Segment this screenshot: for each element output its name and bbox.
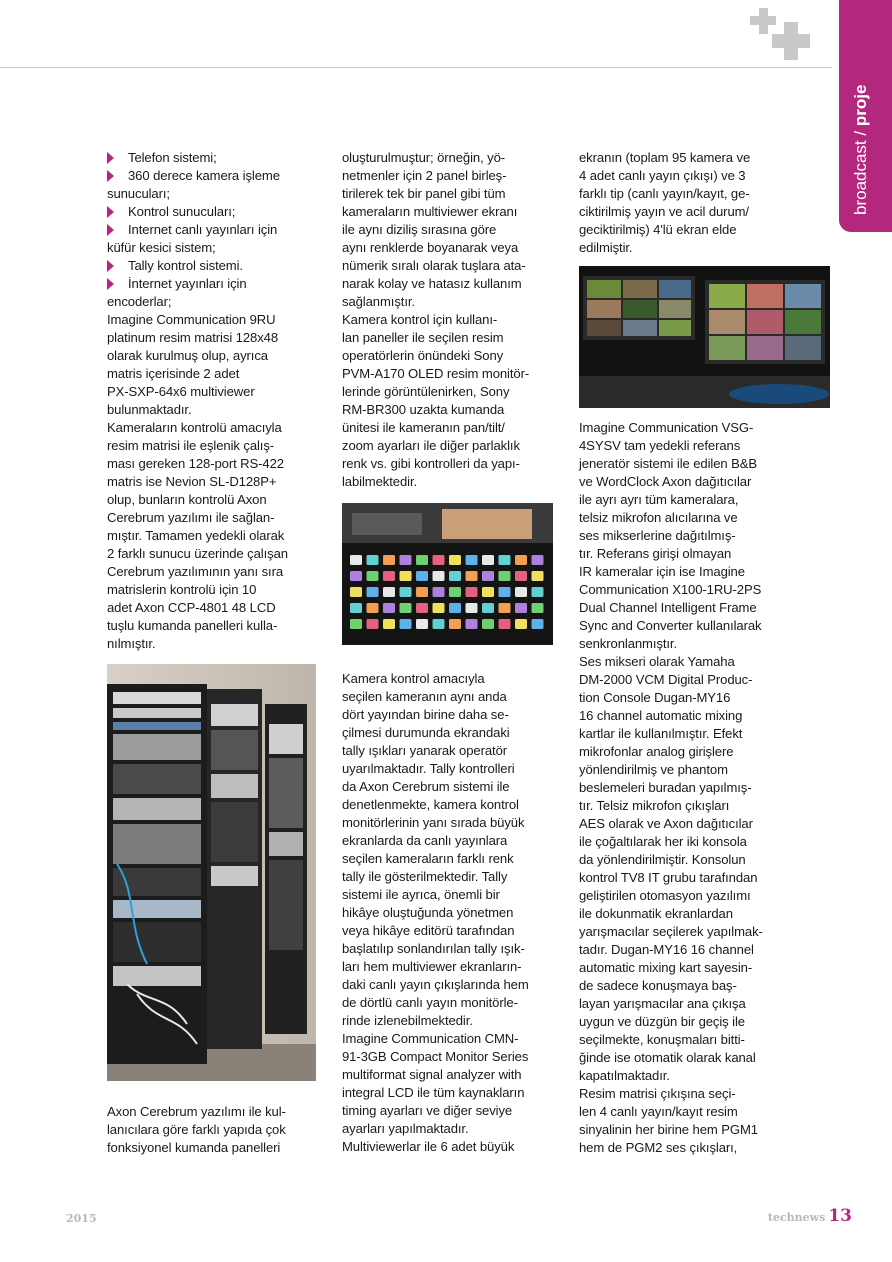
bullet-text: İnternet yayınları için xyxy=(128,276,247,291)
panel-key xyxy=(350,587,362,597)
panel-key xyxy=(367,571,379,581)
text-line: geciktirilmiş) 4'lü ekran elde xyxy=(579,222,737,237)
text-line: 2 farklı sunucu üzerinde çalışan xyxy=(107,546,288,561)
bullet-item-continuation xyxy=(107,293,288,311)
header-rule xyxy=(0,67,832,68)
panel-key xyxy=(449,555,461,565)
text-line: olarak kurulmuş olup, ayrıca xyxy=(107,348,268,363)
panel-key xyxy=(515,619,527,629)
text-line: AES olarak ve Axon dağıtıcılar xyxy=(579,816,753,831)
text-line: IR kameralar için ise Imagine xyxy=(579,564,745,579)
panel-key xyxy=(515,587,527,597)
bullet-text: 360 derece kamera işleme xyxy=(128,168,280,183)
text-line: 4SYSV tam yedekli referans xyxy=(579,438,741,453)
text-line: ekranlarda da canlı yayınlara xyxy=(342,833,508,848)
column-3-top xyxy=(579,149,750,257)
section-tab xyxy=(839,0,892,232)
bullet-item xyxy=(107,221,288,239)
bullet-list xyxy=(107,149,288,311)
panel-key xyxy=(367,603,379,613)
text-line: denetlenmekte, kamera kontrol xyxy=(342,797,519,812)
column-1-footer-text xyxy=(107,1103,286,1157)
text-line: monitörlerinin yanı sırada büyük xyxy=(342,815,525,830)
text-line: tally ile gösterilmektedir. Tally xyxy=(342,869,508,884)
bullet-text: sunucuları; xyxy=(107,186,170,201)
text-line: adet Axon CCP-4801 48 LCD xyxy=(107,600,276,615)
text-line: lanıcılara göre farklı yapıda çok xyxy=(107,1122,286,1137)
text-line: veya hikâye editörü tarafından xyxy=(342,923,515,938)
text-line: Kamera kontrol için kullanı- xyxy=(342,312,498,327)
bullet-arrow-icon xyxy=(107,260,114,272)
panel-key xyxy=(350,571,362,581)
panel-key xyxy=(532,587,544,597)
text-line: geliştirilen otomasyon yazılımı xyxy=(579,888,751,903)
panel-key xyxy=(383,571,395,581)
text-line: uyarılmaktadır. Tally kontrolleri xyxy=(342,761,515,776)
text-line: kontrol TV8 IT grubu tarafından xyxy=(579,870,758,885)
text-line: da Axon Cerebrum sistemi ile xyxy=(342,779,510,794)
section-name: broadcast xyxy=(851,140,870,215)
text-line: sağlanmıştır. xyxy=(342,294,415,309)
text-line: timing ayarları ve diğer seviye xyxy=(342,1103,513,1118)
text-line: ile aynı diziliş sırasına göre xyxy=(342,222,497,237)
text-line: dört yayından birine daha se- xyxy=(342,707,509,722)
text-line: bulunmaktadır. xyxy=(107,402,192,417)
section-subname: proje xyxy=(851,84,870,127)
text-line: ekranın (toplam 95 kamera ve xyxy=(579,150,751,165)
text-line: oluşturulmuştur; örneğin, yö- xyxy=(342,150,506,165)
text-line: kartlar ile kullanılmıştır. Efekt xyxy=(579,726,743,741)
text-line: aynı renklerde boyanarak veya xyxy=(342,240,519,255)
text-line: ünitesi ile kameranın pan/tilt/ xyxy=(342,420,505,435)
text-line: Resim matrisi çıkışına seçi- xyxy=(579,1086,736,1101)
text-line: sistemi ile ayrıca, önemli bir xyxy=(342,887,500,902)
text-line: layan yarışmacılar ana çıkışa xyxy=(579,996,746,1011)
text-line: labilmektedir. xyxy=(342,474,418,489)
panel-key xyxy=(449,603,461,613)
bullet-text: Telefon sistemi; xyxy=(128,150,217,165)
text-line: tadır. Dugan-MY16 16 channel xyxy=(579,942,754,957)
column-2-top xyxy=(342,149,529,491)
panel-key xyxy=(383,603,395,613)
panel-key xyxy=(416,603,428,613)
text-line: narak kolay ve hatasız kullanım xyxy=(342,276,522,291)
text-line: DM-2000 VCM Digital Produc- xyxy=(579,672,753,687)
text-line: len 4 canlı yayın/kayıt resim xyxy=(579,1104,738,1119)
text-line: PVM-A170 OLED resim monitör- xyxy=(342,366,530,381)
text-line: jeneratör sistemi ile edilen B&B xyxy=(579,456,758,471)
footer-brand: technews xyxy=(767,1211,826,1224)
panel-key xyxy=(383,587,395,597)
bullet-text: Internet canlı yayınları için xyxy=(128,222,278,237)
panel-key xyxy=(532,619,544,629)
panel-key xyxy=(499,587,511,597)
bullet-text: küfür kesici sistem; xyxy=(107,240,216,255)
panel-key xyxy=(433,587,445,597)
text-line: senkronlanmıştır. xyxy=(579,636,677,651)
bullet-item xyxy=(107,149,288,167)
text-line: Cerebrum yazılımı ile sağlan- xyxy=(107,510,275,525)
server-rack-photo xyxy=(107,664,316,1081)
text-line: matris içerisinde 2 adet xyxy=(107,366,240,381)
bullet-item xyxy=(107,257,288,275)
text-line: edilmiştir. xyxy=(579,240,633,255)
text-line: tır. Telsiz mikrofon çıkışları xyxy=(579,798,730,813)
text-line: nümerik sıralı olarak tuşlara ata- xyxy=(342,258,526,273)
text-line: ciktirilmiş yayın ve acil durum/ xyxy=(579,204,749,219)
panel-key xyxy=(350,603,362,613)
text-line: nılmıştır. xyxy=(107,636,156,651)
bullet-arrow-icon xyxy=(107,278,114,290)
text-line: çilmesi durumunda ekrandaki xyxy=(342,725,510,740)
text-line: ğinde ise otomatik olarak kanal xyxy=(579,1050,756,1065)
panel-key xyxy=(499,571,511,581)
panel-key xyxy=(482,571,494,581)
section-label xyxy=(851,85,871,215)
text-line: daki canlı yayın çıkışlarında hem xyxy=(342,977,529,992)
text-line: RM-BR300 uzakta kumanda xyxy=(342,402,505,417)
text-line: Ses mikseri olarak Yamaha xyxy=(579,654,735,669)
panel-key xyxy=(466,619,478,629)
text-line: operatörlerin önündeki Sony xyxy=(342,348,504,363)
text-line: tion Console Dugan-MY16 xyxy=(579,690,731,705)
text-line: seçilen kameraların farklı renk xyxy=(342,851,514,866)
text-line: mikrofonlar analog girişlere xyxy=(579,744,734,759)
bullet-arrow-icon xyxy=(107,224,114,236)
text-line: integral LCD ile tüm kaynakların xyxy=(342,1085,525,1100)
text-line: ması gereken 128-port RS-422 xyxy=(107,456,284,471)
panel-key xyxy=(400,555,412,565)
text-line: kameraların multiviewer ekranı xyxy=(342,204,518,219)
page-number: 13 xyxy=(828,1206,852,1226)
text-line: beslemeleri buradan yapılmış- xyxy=(579,780,752,795)
text-line: automatic mixing kart sayesin- xyxy=(579,960,753,975)
panel-key xyxy=(416,571,428,581)
text-line: renk vs. gibi kontrolleri da yapı- xyxy=(342,456,520,471)
text-line: hem de PGM2 ses çıkışları, xyxy=(579,1140,738,1155)
section-separator: / xyxy=(851,126,870,141)
text-line: netmenler için 2 panel birleş- xyxy=(342,168,507,183)
text-line: Sync and Converter kullanılarak xyxy=(579,618,762,633)
bullet-text: encoderlar; xyxy=(107,294,172,309)
text-line: da yönlendirilmiştir. Konsolun xyxy=(579,852,746,867)
panel-key xyxy=(466,587,478,597)
panel-key xyxy=(416,587,428,597)
footer-brand-page xyxy=(768,1206,852,1226)
panel-key xyxy=(350,619,362,629)
column-1-body xyxy=(107,311,288,653)
text-line: ile çoğaltılarak her iki konsola xyxy=(579,834,747,849)
text-line: ları hem multiviewer ekranların- xyxy=(342,959,522,974)
text-line: hikâye oluştuğunda yönetmen xyxy=(342,905,514,920)
panel-key xyxy=(383,619,395,629)
panel-key xyxy=(482,603,494,613)
panel-key xyxy=(400,571,412,581)
text-line: ve WordClock Axon dağıtıcılar xyxy=(579,474,752,489)
panel-key xyxy=(400,603,412,613)
text-line: de sadece konuşmaya baş- xyxy=(579,978,737,993)
text-line: Dual Channel Intelligent Frame xyxy=(579,600,757,615)
text-line: de dörtlü canlı yayın monitörle- xyxy=(342,995,518,1010)
text-line: Imagine Communication CMN- xyxy=(342,1031,519,1046)
text-line: uygun ve düzgün bir geçiş ile xyxy=(579,1014,745,1029)
bullet-arrow-icon xyxy=(107,206,114,218)
panel-key xyxy=(367,619,379,629)
panel-key xyxy=(449,619,461,629)
text-line: mıştır. Tamamen yedekli olarak xyxy=(107,528,285,543)
panel-key xyxy=(400,619,412,629)
text-line: tirilerek tek bir panel gibi tüm xyxy=(342,186,506,201)
multiviewer-monitors-photo xyxy=(579,266,830,408)
panel-key xyxy=(449,587,461,597)
panel-key xyxy=(400,587,412,597)
bullet-item xyxy=(107,275,288,293)
text-line: Multiviewerlar ile 6 adet büyük xyxy=(342,1139,515,1154)
bullet-item xyxy=(107,203,288,221)
panel-key xyxy=(499,603,511,613)
panel-key xyxy=(466,571,478,581)
text-line: lan paneller ile seçilen resim xyxy=(342,330,504,345)
column-3-bottom xyxy=(579,419,763,1157)
text-line: farklı tip (canlı yayın/kayıt, ge- xyxy=(579,186,750,201)
text-line: resim matrisi ile eşlenik çalış- xyxy=(107,438,275,453)
panel-key xyxy=(482,587,494,597)
panel-key xyxy=(433,603,445,613)
panel-key xyxy=(433,619,445,629)
column-1 xyxy=(107,149,288,653)
text-line: seçilmekte, konuşmaları bitti- xyxy=(579,1032,745,1047)
text-line: ses mikserlerine dağıtılmış- xyxy=(579,528,736,543)
text-line: kapatılmaktadır. xyxy=(579,1068,670,1083)
panel-key xyxy=(350,555,362,565)
panel-key xyxy=(515,555,527,565)
control-panel-photo xyxy=(342,503,553,645)
text-line: yarışmacılar seçilerek yapılmak- xyxy=(579,924,763,939)
panel-key xyxy=(433,571,445,581)
panel-key xyxy=(367,587,379,597)
text-line: 91-3GB Compact Monitor Series xyxy=(342,1049,529,1064)
panel-key xyxy=(416,555,428,565)
text-line: telsiz mikrofon alıcılarına ve xyxy=(579,510,738,525)
bullet-arrow-icon xyxy=(107,152,114,164)
text-line: seçilen kameranın aynı anda xyxy=(342,689,507,704)
text-line: Cerebrum yazılımının yanı sıra xyxy=(107,564,284,579)
text-line: başlatılıp sonlandırılan tally ışık- xyxy=(342,941,525,956)
text-line: zoom ayarları ile diğer parlaklık xyxy=(342,438,520,453)
column-2-bottom xyxy=(342,670,529,1156)
panel-key xyxy=(367,555,379,565)
text-line: Axon Cerebrum yazılımı ile kul- xyxy=(107,1104,286,1119)
bullet-text: Tally kontrol sistemi. xyxy=(128,258,243,273)
text-line: matrislerin kontrolü için 10 xyxy=(107,582,257,597)
plus-decoration-icon xyxy=(750,8,814,60)
text-line: Kameraların kontrolü amacıyla xyxy=(107,420,282,435)
text-line: Imagine Communication 9RU xyxy=(107,312,276,327)
text-line: ile ayrı ayrı tüm kameralara, xyxy=(579,492,739,507)
text-line: Kamera kontrol amacıyla xyxy=(342,671,485,686)
text-line: Communication X100-1RU-2PS xyxy=(579,582,762,597)
bullet-item-continuation xyxy=(107,239,288,257)
text-line: multiformat signal analyzer with xyxy=(342,1067,522,1082)
text-line: Imagine Communication VSG- xyxy=(579,420,754,435)
bullet-item xyxy=(107,167,288,185)
panel-key xyxy=(515,571,527,581)
text-line: 16 channel automatic mixing xyxy=(579,708,743,723)
text-line: platinum resim matrisi 128x48 xyxy=(107,330,279,345)
panel-key xyxy=(499,619,511,629)
text-line: rinde izlenebilmektedir. xyxy=(342,1013,473,1028)
panel-key xyxy=(482,619,494,629)
text-line: olup, bunların kontrolü Axon xyxy=(107,492,267,507)
text-line: matris ise Nevion SL-D128P+ xyxy=(107,474,277,489)
bullet-arrow-icon xyxy=(107,170,114,182)
text-line: ayarları yapılmaktadır. xyxy=(342,1121,469,1136)
text-line: ile dokunmatik ekranlardan xyxy=(579,906,733,921)
panel-key xyxy=(482,555,494,565)
text-line: tır. Referans girişi olmayan xyxy=(579,546,732,561)
bullet-item-continuation xyxy=(107,185,288,203)
panel-key xyxy=(466,603,478,613)
text-line: sinyalinin her birine hem PGM1 xyxy=(579,1122,758,1137)
panel-key xyxy=(466,555,478,565)
text-line: fonksiyonel kumanda panelleri xyxy=(107,1140,281,1155)
panel-key xyxy=(532,555,544,565)
panel-key xyxy=(449,571,461,581)
panel-key xyxy=(532,571,544,581)
text-line: tuşlu kumanda panelleri kulla- xyxy=(107,618,278,633)
bullet-text: Kontrol sunucuları; xyxy=(128,204,236,219)
panel-key xyxy=(383,555,395,565)
text-line: yönlendirilmiş ve phantom xyxy=(579,762,728,777)
panel-key xyxy=(499,555,511,565)
panel-key xyxy=(416,619,428,629)
text-line: PX-SXP-64x6 multiviewer xyxy=(107,384,255,399)
text-line: tally ışıkları yanarak operatör xyxy=(342,743,508,758)
panel-key xyxy=(532,603,544,613)
footer-year: 2015 xyxy=(66,1212,97,1225)
panel-key xyxy=(433,555,445,565)
text-line: 4 adet canlı yayın çıkışı) ve 3 xyxy=(579,168,746,183)
text-line: lerinde görüntülenirken, Sony xyxy=(342,384,510,399)
panel-key xyxy=(515,603,527,613)
